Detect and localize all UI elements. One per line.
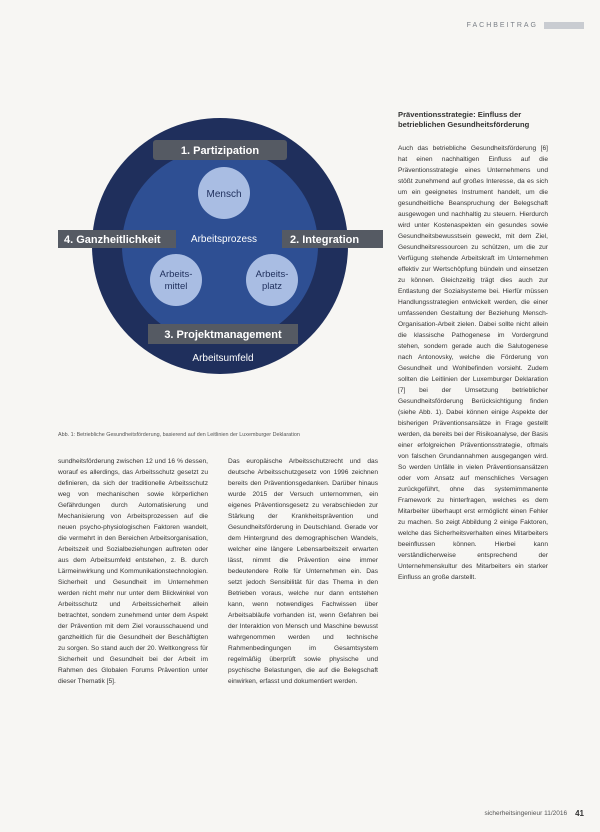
magazine-name: sicherheitsingenieur 11/2016 xyxy=(484,810,568,817)
figure xyxy=(58,96,383,406)
bubble-arbeitsplatz xyxy=(246,254,298,306)
label-arbeitsmittel-1: Arbeits- xyxy=(159,269,193,280)
section-label: FACHBEITRAG xyxy=(466,22,538,29)
label-ganzheitlichkeit: 4. Ganzheitlichkeit xyxy=(64,234,161,246)
text-column-2 xyxy=(228,456,378,687)
page-number: 41 xyxy=(575,809,584,818)
text-column-3 xyxy=(398,143,548,583)
column-1-text: sundheitsförderung zwischen 12 und 16 % dessen, worauf es allerdings, das Arbeitsschutz gesetzt zu definieren, da sich der traditionelle Arbeitsschutz weg von mechanischen sowie körperlichen Gefährdungen durch Automatisierung und Mechanisierung von Arbeitsprozessen auf die neuen psycho-physiologischen Faktoren wandelt, die vermehrt in den Bereichen Arbeitsorganisation, Arbeitszeit und Sozialbeziehungen auftreten oder aus dem Arbeitsumfeld entstehen, z. B. durch Lärmeinwirkung und Kommunikationstechnologien. Sicherheit und Gesundheit im Unternehmen werden nicht mehr nur unter dem Blickwinkel von Arbeitsschutz und Arbeitssicherheit allein betrachtet, sondern zunehmend unter dem Aspekt der Prävention mit dem Ziel vorausschauend und ganzheitlich für die Gesundheit der Beschäftigten zu sorgen. So stand auch der 20. Weltkongress für Sicherheit und Gesundheit bei der Arbeit im Rahmen des Globalen Forums Prävention unter dieser Thematik [5]. xyxy=(58,458,208,685)
figure-caption: Abb. 1: Betriebliche Gesundheitsförderung, basierend auf den Leitlinien der Luxemburger Deklaration xyxy=(58,432,300,438)
label-arbeitsumfeld: Arbeitsumfeld xyxy=(192,353,254,364)
label-partizipation: 1. Partizipation xyxy=(180,145,260,157)
label-arbeitsplatz-2: platz xyxy=(261,281,283,292)
column-3-text: Auch das betriebliche Gesundheitsförderung [6] hat einen nachhaltigen Einfluss auf die Präventionsstrategie eines Unternehmens und stößt zunehmend auf großes Interesse, da es sich um ein geeignetes Instrument handelt, um die gesundheitliche Beanspruchung der Belegschaft ausgewogen und nachhaltig zu steuern. Hierdurch wird unter Kostenaspekten ein gesundes sowie Gesundheitsbewusstsein geweckt, mit dem Ziel, Gesundheitsressourcen zu schützen, um die zur Verfügung stehende Arbeitskraft im Unternehmen effektiv zur Wertschöpfung bündeln und einsetzen zu können. Gleichzeitig trägt dies auch zur Entlastung der Sozialsysteme bei. Hierfür müssen Handlungsstrategien entwickelt werden, die einer umfassenden Gestaltung der Beziehung Mensch-Organisation-Arbeit zielen. Dabei sollte nicht allein die klassische Pathogenese im Vordergrund stehen, sondern gerade auch die Salutogenese nach Antonovsky, welche die Förderung von Gesundheit und Wohlbefinden vorsieht. Zudem sollten die Leitlinien der Luxemburger Deklaration [7] bei der Umsetzung betrieblicher Gesundheitsförderung Berücksichtigung finden (siehe Abb. 1). Dabei können einige Aspekte der bisherigen Präventionsansätze in Frage gestellt werden, da bereits bei der Risikoanalyse, der Basis einer erfolgreichen Präventionsstrategie, oftmals von falschen Grundannahmen ausgegangen wird. So werden Unfälle in vielen Präventionsansätzen oder vom Ansatz auf menschliches Versagen zurückgeführt, ohne das systemimmanente Framework zu hinterfragen, welches es dem Mitarbeiter überhaupt erst ermöglicht einen Fehler zu machen. So zeigt Abbildung 2 einige Faktoren, welche das Sicherheitsverhalten eines Mitarbeiters beeinflussen können. Hierbei kann verständlicherweise entsprechend der Unternehmenskultur des Mitarbeiters ein starker Einfluss an große darstellt. xyxy=(398,145,548,581)
label-arbeitsplatz-1: Arbeits- xyxy=(255,269,289,280)
label-arbeitsmittel-2: mittel xyxy=(164,281,188,292)
diagram xyxy=(58,96,383,406)
text-column-1 xyxy=(58,456,208,687)
label-projektmanagement: 3. Projektmanagement xyxy=(164,329,282,341)
column-2-text: Das europäische Arbeitsschutzrecht und das deutsche Arbeitsschutzgesetz von 1996 zeichnen bereits den Präventionsgedanken. Darüber hinaus wurde 2015 der Versuch unternommen, ein eigenes Präventionsgesetz zu verabschieden zur Stärkung der Krankheitsprävention und Gesundheitsförderung in Deutschland. Gerade vor dem Hintergrund des demographischen Wandels, welcher eine längere Lebensarbeitszeit erwarten lässt, nimmt die Prävention eine immer bedeutendere Rolle für Unternehmen ein. Das setzt jedoch Sensibilität für das Thema in den Betrieben voraus, welche nur dann entstehen kann, wenn notwendiges Fachwissen über Arbeitsabläufe vorhanden ist, wenn Gefahren bei der Interaktion von Mensch und Maschine bewusst wahrgenommen werden und technische Rahmenbedingungen im Gesamtsystem regelmäßig überprüft sowie physische und psychische Belastungen, die auf die Belegschaft einwirken, erfasst und dokumentiert werden. xyxy=(228,458,378,685)
header-bar xyxy=(544,22,584,29)
page-footer xyxy=(484,809,584,818)
label-mensch: Mensch xyxy=(206,189,242,200)
bubble-arbeitsmittel xyxy=(150,254,202,306)
section-title: Präventionsstrategie: Einfluss der betrieblichen Gesundheitsförderung xyxy=(398,110,530,129)
section-header xyxy=(467,22,584,29)
label-arbeitsprozess: Arbeitsprozess xyxy=(190,234,258,245)
label-integration: 2. Integration xyxy=(290,234,360,246)
